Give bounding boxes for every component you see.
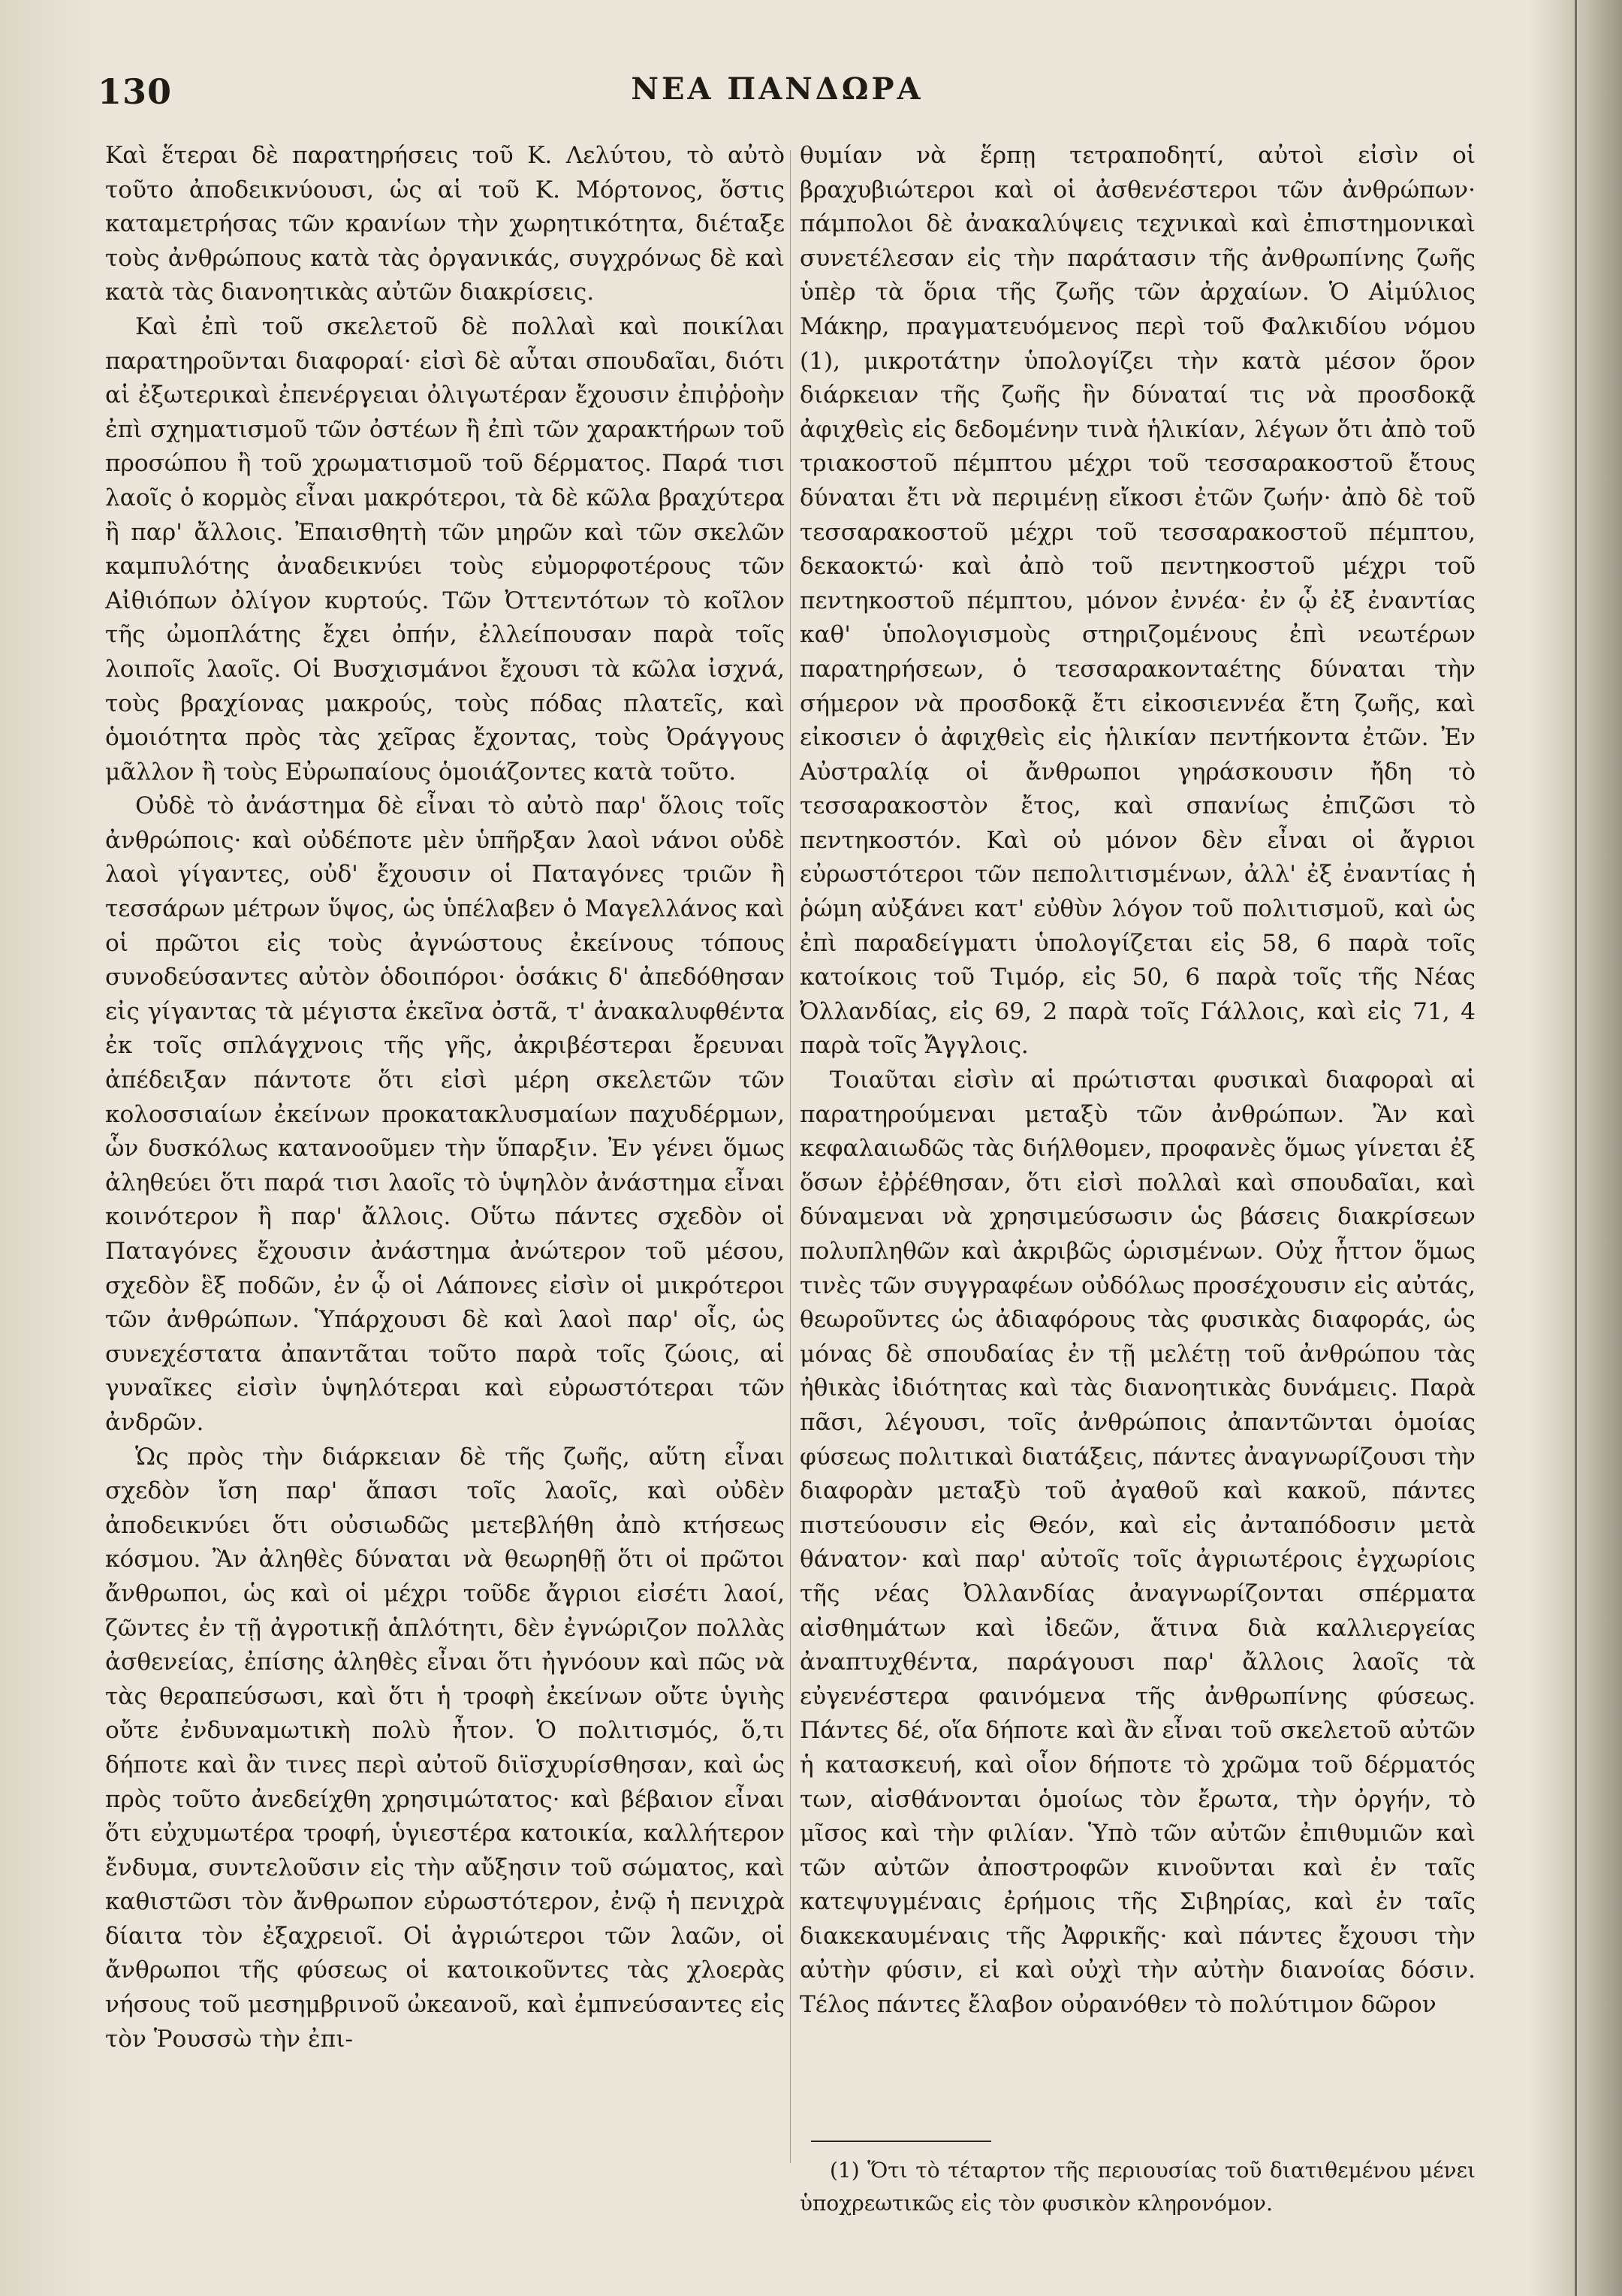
footnote-rule — [811, 2141, 991, 2142]
paragraph: Ὡς πρὸς τὴν διάρκειαν δὲ τῆς ζωῆς, αὕτη εἶναι σχεδὸν ἴση παρ' ἅπασι τοῖς λαοῖς, καὶ οὐδὲν ἀποδεικνύει ὅτι οὐσιωδῶς μετεβλήθη ἀπὸ κτήσεως κόσμου. Ἂν ἀληθὲς δύναται νὰ θεωρηθῇ ὅτι οἱ πρῶτοι ἄνθρωποι, ὡς καὶ οἱ μέχρι τοῦδε ἄγριοι εἰσέτι λαοί, ζῶντες ἐν τῇ ἀγροτικῇ ἁπλότητι, δὲν ἐγνώριζον πολλὰς ἀσθενείας, ἐπίσης ἀληθὲς εἶναι ὅτι ἠγνόουν καὶ πῶς νὰ τὰς θεραπεύσωσι, καὶ ὅτι ἡ τροφὴ ἐκείνων οὔτε ὑγιὴς οὔτε ἐνδυναμωτικὴ πολὺ ἦτον. Ὁ πολιτισμός, ὅ,τι δήποτε καὶ ἂν τινες περὶ αὐτοῦ διϊσχυρίσθησαν, καὶ ὡς πρὸς τοῦτο ἀνεδείχθη χρησιμώτατος· καὶ βέβαιον εἶναι ὅτι εὐχυμωτέρα τροφή, ὑγιεστέρα κατοικία, καλλήτερον ἔνδυμα, συντελοῦσιν εἰς τὴν αὔξησιν τοῦ σώματος, καὶ καθιστῶσι τὸν ἄνθρωπον εὐρωστότερον, ἐνῷ ἡ πενιχρὰ δίαιτα τὸν ἐξαχρειοῖ. Οἱ ἀγριώτεροι τῶν λαῶν, οἱ ἄνθρωποι τῆς φύσεως οἱ κατοικοῦντες τὰς χλοερὰς νήσους τοῦ μεσημβρινοῦ ὠκεανοῦ, καὶ ἐμπνεύσαντες εἰς τὸν Ῥουσσὼ τὴν ἐπι- — [105, 1443, 785, 2053]
page-number: 130 — [98, 71, 173, 112]
footnote-text: (1) Ὅτι τὸ τέταρτον τῆς περιουσίας τοῦ διατιθεμένου μένει ὑποχρεωτικῶς εἰς τὸν φυσικὸν κληρονόμον. — [800, 2158, 1476, 2216]
paragraph: Καὶ ἐπὶ τοῦ σκελετοῦ δὲ πολλαὶ καὶ ποικίλαι παρατηροῦνται διαφοραί· εἰσὶ δὲ αὗται σπουδαῖαι, διότι αἱ ἐξωτερικαὶ ἐπενέργειαι ὀλιγωτέραν ἔχουσιν ἐπιῤῥοὴν ἐπὶ σχηματισμοῦ τῶν ὀστέων ἢ ἐπὶ τῶν χαρακτήρων τοῦ προσώπου ἢ τοῦ χρωματισμοῦ τοῦ δέρματος. Παρά τισι λαοῖς ὁ κορμὸς εἶναι μακρότεροι, τὰ δὲ κῶλα βραχύτερα ἢ παρ' ἄλλοις. Ἐπαισθητὴ τῶν μηρῶν καὶ τῶν σκελῶν καμπυλότης ἀναδεικνύει τοὺς εὐμορφοτέρους τῶν Αἰθιόπων ὀλίγον κυρτούς. Τῶν Ὀττεντότων τὸ κοῖλον τῆς ὠμοπλάτης ἔχει ὀπήν, ἐλλείπουσαν παρὰ τοῖς λοιποῖς λαοῖς. Οἱ Βυσχισμάνοι ἔχουσι τὰ κῶλα ἰσχνά, τοὺς βραχίονας μακρούς, τοὺς πόδας πλατεῖς, καὶ ὁμοιότητα πρὸς τὰς χεῖρας ἔχοντας, τοὺς Ὀράγγους μᾶλλον ἢ τοὺς Εὐρωπαίους ὁμοιάζοντες κατὰ τοῦτο. — [105, 312, 785, 786]
book-spine-shadow — [1532, 0, 1622, 2296]
left-column — [105, 139, 785, 2056]
footnote — [800, 2154, 1476, 2220]
paragraph: Οὐδὲ τὸ ἀνάστημα δὲ εἶναι τὸ αὐτὸ παρ' ὅλοις τοῖς ἀνθρώποις· καὶ οὐδέποτε μὲν ὑπῆρξαν λαοὶ νάνοι οὐδὲ λαοὶ γίγαντες, οὐδ' ἔχουσιν οἱ Παταγόνες τριῶν ἢ τεσσάρων μέτρων ὕψος, ὡς ὑπέλαβεν ὁ Μαγελλάνος καὶ οἱ πρῶτοι εἰς τοὺς ἀγνώστους ἐκείνους τόπους συνοδεύσαντες αὐτὸν ὁδοιπόροι· ὁσάκις δ' ἀπεδόθησαν εἰς γίγαντας τὰ μέγιστα ἐκεῖνα ὀστᾶ, τ' ἀνακαλυφθέντα ἐκ τοῖς σπλάγχνοις τῆς γῆς, ἀκριβέστεραι ἔρευναι ἀπέδειξαν πάντοτε ὅτι εἰσὶ μέρη σκελετῶν τῶν κολοσσιαίων ἐκείνων προκατακλυσμαίων παχυδέρμων, ὧν δυσκόλως κατανοοῦμεν τὴν ὕπαρξιν. Ἐν γένει ὅμως ἀληθεύει ὅτι παρά τισι λαοῖς τὸ ὑψηλὸν ἀνάστημα εἶναι κοινότερον ἢ παρ' ἄλλοις. Οὕτω πάντες σχεδὸν οἱ Παταγόνες ἔχουσιν ἀνάστημα ἀνώτερον τοῦ μέσου, σχεδὸν ἓξ ποδῶν, ἐν ᾧ οἱ Λάπονες εἰσὶν οἱ μικρότεροι τῶν ἀνθρώπων. Ὑπάρχουσι δὲ καὶ λαοὶ παρ' οἷς, ὡς συνεχέστατα ἀπαντᾶται τοῦτο παρὰ τοῖς ζώοις, αἱ γυναῖκες εἰσὶν ὑψηλότεραι καὶ εὐρωστότεραι τῶν ἀνδρῶν. — [105, 792, 785, 1436]
column-divider — [790, 150, 791, 2163]
right-column — [800, 139, 1476, 2023]
paragraph: Καὶ ἕτεραι δὲ παρατηρήσεις τοῦ Κ. Λελύτου, τὸ αὐτὸ τοῦτο ἀποδεικνύουσι, ὡς αἱ τοῦ Κ. Μόρτονος, ὅστις καταμετρήσας τῶν κρανίων τὴν χωρητικότητα, διέταξε τοὺς ἀνθρώπους κατὰ τὰς ὀργανικάς, συγχρόνως δὲ καὶ κατὰ τὰς διανοητικὰς αὐτῶν διακρίσεις. — [105, 142, 785, 306]
page-header — [98, 71, 1457, 139]
paragraph: Τοιαῦται εἰσὶν αἱ πρώτισται φυσικαὶ διαφοραὶ αἱ παρατηρούμεναι μεταξὺ τῶν ἀνθρώπων. Ἂν καὶ κεφαλαιωδῶς τὰς διήλθομεν, προφανὲς ὅμως γίνεται ἐξ ὅσων ἐῤῥέθησαν, ὅτι εἰσὶ πολλαὶ καὶ σπουδαῖαι, καὶ δύναμεναι νὰ χρησιμεύσωσιν ὡς βάσεις διακρίσεων πολυπληθῶν καὶ ἀκριβῶς ὡρισμένων. Οὐχ ἧττον ὅμως τινὲς τῶν συγγραφέων οὐδόλως προσέχουσιν εἰς αὐτάς, θεωροῦντες ὡς ἀδιαφόρους τὰς φυσικὰς διαφοράς, ὡς μόνας δὲ σπουδαίας ἐν τῇ μελέτῃ τοῦ ἀνθρώπου τὰς ἠθικὰς ἰδιότητας καὶ τὰς διανοητικὰς δυνάμεις. Παρὰ πᾶσι, λέγουσι, τοῖς ἀνθρώποις ἀπαντῶνται ὁμοίας φύσεως πολιτικαὶ διατάξεις, πάντες ἀναγνωρίζουσι τὴν διαφορὰν μεταξὺ τοῦ ἀγαθοῦ καὶ κακοῦ, πάντες πιστεύουσιν εἰς Θεόν, καὶ εἰς ἀνταπόδοσιν μετὰ θάνατον· καὶ παρ' αὐτοῖς τοῖς ἀγριωτέροις ἐγχωρίοις τῆς νέας Ὀλλανδίας ἀναγνωρίζονται σπέρματα αἰσθημάτων καὶ ἰδεῶν, ἅτινα διὰ καλλιεργείας ἀναπτυχθέντα, παράγουσι παρ' ἄλλοις λαοῖς τὰ εὐγενέστερα φαινόμενα τῆς ἀνθρωπίνης φύσεως. Πάντες δέ, οἵα δήποτε καὶ ἂν εἶναι τοῦ σκελετοῦ αὐτῶν ἡ κατασκευή, καὶ οἷον δήποτε τὸ χρῶμα τοῦ δέρματός των, αἰσθάνονται ὁμοίως τὸν ἔρωτα, τὴν ὀργήν, τὸ μῖσος καὶ τὴν φιλίαν. Ὑπὸ τῶν αὐτῶν ἐπιθυμιῶν καὶ τῶν αὐτῶν ἀποστροφῶν κινοῦνται καὶ ἐν ταῖς κατεψυγμέναις ἐρήμοις τῆς Σιβηρίας, καὶ ἐν ταῖς διακεκαυμέναις τῆς Ἀφρικῆς· καὶ πάντες ἔχουσι τὴν αὐτὴν φύσιν, εἰ καὶ οὐχὶ τὴν αὐτὴν διανοίας δόσιν. Τέλος πάντες ἔλαβον οὐρανόθεν τὸ πολύτιμον δῶρον — [800, 1067, 1476, 2019]
page-edge — [1575, 0, 1577, 2296]
paragraph: θυμίαν νὰ ἕρπῃ τετραποδητί, αὐτοὶ εἰσὶν οἱ βραχυβιώτεροι καὶ οἱ ἀσθενέστεροι τῶν ἀνθρώπων· πάμπολοι δὲ ἀνακαλύψεις τεχνικαὶ καὶ ἐπιστημονικαὶ συνετέλεσαν εἰς τὴν παράτασιν τῆς ἀνθρωπίνης ζωῆς ὑπὲρ τὰ ὅρια τῆς ζωῆς τῶν ἀρχαίων. Ὁ Αἰμύλιος Μάκηρ, πραγματευόμενος περὶ τοῦ Φαλκιδίου νόμου (1), μικροτάτην ὑπολογίζει τὴν κατὰ μέσον ὅρον διάρκειαν τῆς ζωῆς ἣν δύναταί τις νὰ προσδοκᾷ ἀφιχθεὶς εἰς δεδομένην τινὰ ἡλικίαν, λέγων ὅτι ἀπὸ τοῦ τριακοστοῦ πέμπτου μέχρι τοῦ τεσσαρακοστοῦ ἔτους δύναται ἔτι νὰ περιμένῃ εἴκοσι ἐτῶν ζωήν· ἀπὸ δὲ τοῦ τεσσαρακοστοῦ μέχρι τοῦ τεσσαρακοστοῦ πέμπτου, δεκαοκτώ· καὶ ἀπὸ τοῦ πεντηκοστοῦ μέχρι τοῦ πεντηκοστοῦ πέμπτου, μόνον ἐννέα· ἐν ᾧ ἐξ ἐναντίας καθ' ὑπολογισμοὺς στηριζομένους ἐπὶ νεωτέρων παρατηρήσεων, ὁ τεσσαρακονταέτης δύναται τὴν σήμερον νὰ προσδοκᾷ ἔτι εἰκοσιεννέα ἔτη ζωῆς, καὶ εἰκοσιεν ὁ ἀφιχθεὶς εἰς ἡλικίαν πεντήκοντα ἐτῶν. Ἐν Αὐστραλίᾳ οἱ ἄνθρωποι γηράσκουσιν ἤδη τὸ τεσσαρακοστὸν ἔτος, καὶ σπανίως ἐπιζῶσι τὸ πεντηκοστόν. Καὶ οὐ μόνον δὲν εἶναι οἱ ἄγριοι εὐρωστότεροι τῶν πεπολιτισμένων, ἀλλ' ἐξ ἐναντίας ἡ ῥώμη αὐξάνει κατ' εὐθὺν λόγον τοῦ πολιτισμοῦ, καὶ ὡς ἐπὶ παραδείγματι ὑπολογίζεται εἰς 58, 6 παρὰ τοῖς κατοίκοις τοῦ Τιμόρ, εἰς 50, 6 παρὰ τοῖς τῆς Νέας Ὀλλανδίας, εἰς 69, 2 παρὰ τοῖς Γάλλοις, καὶ εἰς 71, 4 παρὰ τοῖς Ἄγγλοις. — [800, 142, 1476, 1060]
running-title: ΝΕΑ ΠΑΝΔΩΡΑ — [631, 71, 924, 107]
